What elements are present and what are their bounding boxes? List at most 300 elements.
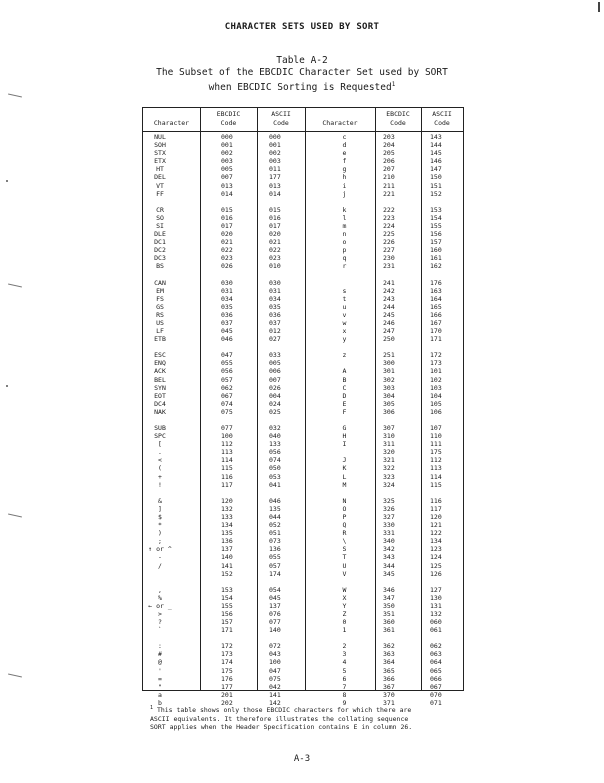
table-row [143, 505, 463, 513]
character-left [145, 262, 200, 270]
character-left [145, 594, 200, 602]
ebcdic-code-left: 177 [221, 682, 233, 691]
ebcdic-code-left: 013 [221, 181, 233, 190]
ascii-code-right: 123 [430, 545, 442, 554]
character-left [145, 400, 200, 408]
ascii-code-right: 070 [430, 690, 442, 699]
ebcdic-code-right: 231 [383, 262, 395, 271]
row-gap [143, 343, 463, 351]
character-right: S [342, 545, 347, 554]
ebcdic-code-right: 362 [383, 642, 395, 651]
ebcdic-code-right: 343 [383, 553, 395, 562]
character-symbol: DEL [154, 173, 166, 182]
character-left [145, 206, 200, 214]
character-left [145, 626, 200, 634]
table-row [143, 481, 463, 489]
character-right: 9 [342, 698, 347, 707]
character-right: P [342, 512, 347, 521]
table-row [143, 157, 463, 165]
ebcdic-code-left: 002 [221, 149, 233, 158]
character-left [145, 246, 200, 254]
character-symbol: & [158, 496, 162, 505]
ascii-code-right: 116 [430, 496, 442, 505]
ebcdic-code-right: 347 [383, 593, 395, 602]
ascii-code-left: 044 [269, 512, 281, 521]
ascii-code-left: 036 [269, 310, 281, 319]
ebcdic-code-right: 226 [383, 238, 395, 247]
ebcdic-code-right: 364 [383, 658, 395, 667]
character-symbol: RS [156, 310, 164, 319]
ebcdic-code-left: 067 [221, 391, 233, 400]
ebcdic-code-right: 360 [383, 618, 395, 627]
character-symbol: . [158, 448, 162, 457]
ebcdic-code-left: 173 [221, 650, 233, 659]
character-left [145, 570, 200, 578]
character-symbol: VT [156, 181, 164, 190]
ascii-code-left: 056 [269, 448, 281, 457]
character-left [145, 190, 200, 198]
character-symbol: : [158, 642, 162, 651]
character-left [145, 392, 200, 400]
ascii-code-left: 072 [269, 642, 281, 651]
ascii-code-right: 172 [430, 351, 442, 360]
character-right: J [342, 456, 347, 465]
ebcdic-code-left: 047 [221, 351, 233, 360]
table-row [143, 408, 463, 416]
ascii-code-left: 100 [269, 658, 281, 667]
header-character: Character [322, 119, 358, 127]
character-right: u [342, 302, 347, 311]
table-row [143, 279, 463, 287]
ebcdic-code-right: 243 [383, 294, 395, 303]
character-right: Y [342, 601, 347, 610]
table-row [143, 392, 463, 400]
ascii-code-left: 021 [269, 238, 281, 247]
ascii-code-right: 130 [430, 593, 442, 602]
character-symbol: # [158, 650, 162, 659]
character-left [145, 359, 200, 367]
character-left [145, 254, 200, 262]
table-caption [0, 55, 604, 94]
ebcdic-code-left: 133 [221, 512, 233, 521]
table-row [143, 376, 463, 384]
character-symbol: a [158, 690, 162, 699]
ascii-code-left: 073 [269, 537, 281, 546]
header-ebcdic: EBCDIC [216, 110, 241, 118]
character-left [145, 408, 200, 416]
footnote [150, 704, 470, 732]
character-right: w [342, 318, 347, 327]
ascii-code-left: 075 [269, 674, 281, 683]
ebcdic-code-left: 000 [221, 133, 233, 141]
ebcdic-code-left: 007 [221, 173, 233, 182]
ascii-code-right: 127 [430, 585, 442, 594]
ascii-code-right: 110 [430, 432, 442, 441]
table-row [143, 683, 463, 691]
character-symbol: ) [158, 529, 162, 538]
ebcdic-code-right: 300 [383, 359, 395, 368]
ascii-code-left: 031 [269, 286, 281, 295]
table-row [143, 149, 463, 157]
character-right: h [342, 173, 347, 182]
character-symbol: ACK [154, 367, 166, 376]
table-row [143, 586, 463, 594]
character-right: I [342, 440, 347, 449]
ascii-code-left: 046 [269, 496, 281, 505]
ebcdic-code-left: 026 [221, 262, 233, 271]
ebcdic-code-right: 224 [383, 221, 395, 230]
ascii-code-right: 102 [430, 375, 442, 384]
table-row [143, 602, 463, 610]
ascii-code-right: 150 [430, 173, 442, 182]
ebcdic-code-left: 114 [221, 456, 233, 465]
character-left [145, 691, 200, 699]
character-symbol: SUB [154, 424, 166, 432]
ebcdic-code-right: 247 [383, 327, 395, 336]
ascii-code-right: 105 [430, 399, 442, 408]
character-symbol: = [158, 674, 162, 683]
header-code: Code [434, 119, 450, 127]
ascii-code-left: 005 [269, 359, 281, 368]
character-left [145, 481, 200, 489]
ebcdic-code-left: 022 [221, 246, 233, 255]
ascii-code-left: 041 [269, 480, 281, 489]
ascii-code-right: 117 [430, 504, 442, 513]
table-row [143, 440, 463, 448]
ascii-code-left: 054 [269, 585, 281, 594]
table-row [143, 230, 463, 238]
ascii-code-right: 165 [430, 302, 442, 311]
character-left [145, 521, 200, 529]
ascii-code-left: 007 [269, 375, 281, 384]
character-left [145, 513, 200, 521]
table-row [143, 691, 463, 699]
table-row [143, 319, 463, 327]
ascii-code-right: 173 [430, 359, 442, 368]
ascii-code-right: 176 [430, 278, 442, 287]
character-right: 7 [342, 682, 347, 691]
ascii-code-left: 030 [269, 278, 281, 287]
header-code: Code [390, 119, 406, 127]
character-symbol: " [158, 682, 162, 691]
character-symbol: @ [158, 658, 162, 667]
character-left [145, 287, 200, 295]
ebcdic-code-left: 172 [221, 642, 233, 651]
character-left [145, 319, 200, 327]
ascii-code-right: 160 [430, 246, 442, 255]
table-row [143, 562, 463, 570]
table-row [143, 456, 463, 464]
character-right: K [342, 464, 347, 473]
ebcdic-code-right: 370 [383, 690, 395, 699]
character-symbol: DC3 [154, 254, 166, 263]
ascii-code-right: 162 [430, 262, 442, 271]
table-row [143, 287, 463, 295]
ascii-code-right: 146 [430, 157, 442, 166]
ebcdic-code-left: 176 [221, 674, 233, 683]
ebcdic-code-left: 153 [221, 585, 233, 594]
ascii-code-right: 064 [430, 658, 442, 667]
ascii-code-right: 156 [430, 230, 442, 239]
ebcdic-code-right: 361 [383, 626, 395, 635]
ebcdic-code-right: 304 [383, 391, 395, 400]
table-row [143, 246, 463, 254]
ebcdic-code-left: 045 [221, 327, 233, 336]
ascii-code-right: 071 [430, 698, 442, 707]
table-row [143, 182, 463, 190]
ascii-code-right: 121 [430, 521, 442, 530]
ebcdic-code-left: 116 [221, 472, 233, 481]
character-right: e [342, 149, 347, 158]
ebcdic-code-right: 344 [383, 561, 395, 570]
character-right: j [342, 189, 347, 198]
character-right: l [342, 213, 347, 222]
character-right: N [342, 496, 347, 505]
character-right: p [342, 246, 347, 255]
character-right: W [342, 585, 347, 594]
character-symbol: ? [158, 618, 162, 627]
character-left [145, 432, 200, 440]
header-ebcdic: EBCDIC [386, 110, 410, 118]
ebcdic-code-right: 210 [383, 173, 395, 182]
character-right: i [342, 181, 347, 190]
character-right: X [342, 593, 347, 602]
scan-dot-mark [6, 385, 8, 387]
character-right: 1 [342, 626, 347, 635]
ascii-code-left: 137 [269, 601, 281, 610]
ebcdic-code-right: 325 [383, 496, 395, 505]
ascii-code-right: 104 [430, 391, 442, 400]
ascii-code-left: 057 [269, 561, 281, 570]
character-symbol: , [158, 585, 162, 594]
ebcdic-code-left: 175 [221, 666, 233, 675]
character-symbol: HT [156, 165, 164, 174]
character-left [145, 642, 200, 650]
ebcdic-code-right: 251 [383, 351, 395, 360]
table-row [143, 424, 463, 432]
character-left [145, 456, 200, 464]
ascii-code-right: 166 [430, 310, 442, 319]
ebcdic-code-right: 327 [383, 512, 395, 521]
ebcdic-code-right: 322 [383, 464, 395, 473]
row-gap [143, 271, 463, 279]
ebcdic-code-right: 250 [383, 335, 395, 344]
ebcdic-code-right: 302 [383, 375, 395, 384]
table-row [143, 650, 463, 658]
ebcdic-code-right: 351 [383, 609, 395, 618]
ascii-code-left: 004 [269, 391, 281, 400]
ascii-code-left: 013 [269, 181, 281, 190]
ascii-code-right: 063 [430, 650, 442, 659]
table-row [143, 570, 463, 578]
ebcdic-code-right: 345 [383, 569, 395, 578]
ascii-code-right: 111 [430, 440, 442, 449]
character-right: d [342, 141, 347, 150]
character-right: 2 [342, 642, 347, 651]
character-symbol: ETB [154, 335, 166, 344]
table-row [143, 626, 463, 634]
character-right: m [342, 221, 347, 230]
ascii-code-right: 067 [430, 682, 442, 691]
ebcdic-code-left: 113 [221, 448, 233, 457]
table-row [143, 238, 463, 246]
ebcdic-code-right: 301 [383, 367, 395, 376]
ascii-code-right: 152 [430, 189, 442, 198]
table-row [143, 432, 463, 440]
ascii-code-right: 125 [430, 561, 442, 570]
ascii-code-left: 136 [269, 545, 281, 554]
ascii-code-right: 107 [430, 424, 442, 432]
table-row [143, 553, 463, 561]
ebcdic-code-right: 371 [383, 698, 395, 707]
character-left [145, 295, 200, 303]
ascii-code-left: 141 [269, 690, 281, 699]
character-left [145, 335, 200, 343]
character-right: n [342, 230, 347, 239]
ebcdic-code-left: 154 [221, 593, 233, 602]
ascii-code-right: 131 [430, 601, 442, 610]
ascii-code-left: 177 [269, 173, 281, 182]
row-gap [143, 489, 463, 497]
table-row [143, 594, 463, 602]
character-left [145, 182, 200, 190]
ebcdic-code-left: 062 [221, 383, 233, 392]
ascii-code-left: 026 [269, 383, 281, 392]
character-left [145, 610, 200, 618]
ascii-code-right: 112 [430, 456, 442, 465]
table-row [143, 141, 463, 149]
character-left [145, 618, 200, 626]
ascii-code-left: 017 [269, 221, 281, 230]
ebcdic-code-right: 303 [383, 383, 395, 392]
ebcdic-code-left: 174 [221, 658, 233, 667]
character-right: t [342, 294, 347, 303]
ascii-code-right: 101 [430, 367, 442, 376]
character-symbol: CAN [154, 278, 166, 287]
character-right: \ [342, 537, 347, 546]
ebcdic-code-right: 366 [383, 674, 395, 683]
ebcdic-code-right: 225 [383, 230, 395, 239]
ebcdic-code-left: 034 [221, 294, 233, 303]
character-left [145, 384, 200, 392]
ebcdic-code-left: 005 [221, 165, 233, 174]
ebcdic-code-left: 077 [221, 424, 233, 432]
row-gap [143, 416, 463, 424]
character-symbol: / [158, 561, 162, 570]
ebcdic-code-right: 245 [383, 310, 395, 319]
character-symbol: < [158, 456, 162, 465]
ascii-code-left: 142 [269, 698, 281, 707]
character-symbol: ] [158, 504, 162, 513]
ebcdic-code-left: 136 [221, 537, 233, 546]
ebcdic-code-left: 021 [221, 238, 233, 247]
table-row [143, 133, 463, 141]
character-left [145, 529, 200, 537]
character-left [145, 473, 200, 481]
character-symbol: ! [158, 480, 162, 489]
ascii-code-left: 002 [269, 149, 281, 158]
table-row [143, 675, 463, 683]
ascii-code-left: 003 [269, 157, 281, 166]
ascii-code-left: 035 [269, 302, 281, 311]
ebcdic-code-left: 202 [221, 698, 233, 707]
character-left [145, 505, 200, 513]
ascii-code-left: 025 [269, 407, 281, 416]
ebcdic-code-right: 365 [383, 666, 395, 675]
character-left [145, 650, 200, 658]
header-ascii: ASCII [432, 110, 452, 118]
ebcdic-code-left: 030 [221, 278, 233, 287]
ebcdic-code-right: 205 [383, 149, 395, 158]
character-left [145, 149, 200, 157]
character-symbol: DLE [154, 230, 166, 239]
character-right: 5 [342, 666, 347, 675]
ebcdic-code-right: 326 [383, 504, 395, 513]
table-title-line: when EBCDIC Sorting is Requested$^1$ [208, 81, 396, 94]
table-row [143, 667, 463, 675]
character-symbol: b [158, 698, 162, 707]
character-left [145, 448, 200, 456]
character-left [145, 311, 200, 319]
ascii-code-left: 015 [269, 205, 281, 214]
ascii-code-left: 001 [269, 141, 281, 150]
table-row [143, 303, 463, 311]
ebcdic-code-left: 037 [221, 318, 233, 327]
character-right: D [342, 391, 347, 400]
ascii-code-left: 037 [269, 318, 281, 327]
ascii-code-left: 051 [269, 529, 281, 538]
ascii-code-right: 164 [430, 294, 442, 303]
ascii-code-left: 033 [269, 351, 281, 360]
character-symbol: - [158, 553, 162, 562]
ebcdic-code-right: 323 [383, 472, 395, 481]
table-body [143, 133, 463, 707]
table-row [143, 658, 463, 666]
ebcdic-code-left: 132 [221, 504, 233, 513]
ascii-code-right: 157 [430, 238, 442, 247]
character-right: s [342, 286, 347, 295]
character-left [145, 440, 200, 448]
table-row [143, 473, 463, 481]
ebcdic-code-left: 046 [221, 335, 233, 344]
character-symbol: NAK [154, 407, 166, 416]
character-symbol: SPC [154, 432, 166, 441]
ascii-code-left: 053 [269, 472, 281, 481]
character-symbol: ; [158, 537, 162, 546]
table-row [143, 537, 463, 545]
ebcdic-code-right: 324 [383, 480, 395, 489]
ebcdic-code-right: 242 [383, 286, 395, 295]
character-left [145, 238, 200, 246]
ascii-code-right: 122 [430, 529, 442, 538]
ebcdic-code-left: 074 [221, 399, 233, 408]
ebcdic-code-left: 157 [221, 618, 233, 627]
character-symbol: SYN [154, 383, 166, 392]
scan-margin-mark [8, 284, 22, 288]
ascii-code-left: 043 [269, 650, 281, 659]
ascii-code-right: 144 [430, 141, 442, 150]
character-right: c [342, 133, 347, 141]
ascii-code-right: 060 [430, 618, 442, 627]
ascii-code-left: 034 [269, 294, 281, 303]
table-row [143, 497, 463, 505]
character-symbol: DC1 [154, 238, 166, 247]
ebcdic-code-left: 201 [221, 690, 233, 699]
character-right: A [342, 367, 347, 376]
character-left [145, 230, 200, 238]
scan-margin-mark [8, 674, 22, 678]
character-right: Z [342, 609, 347, 618]
